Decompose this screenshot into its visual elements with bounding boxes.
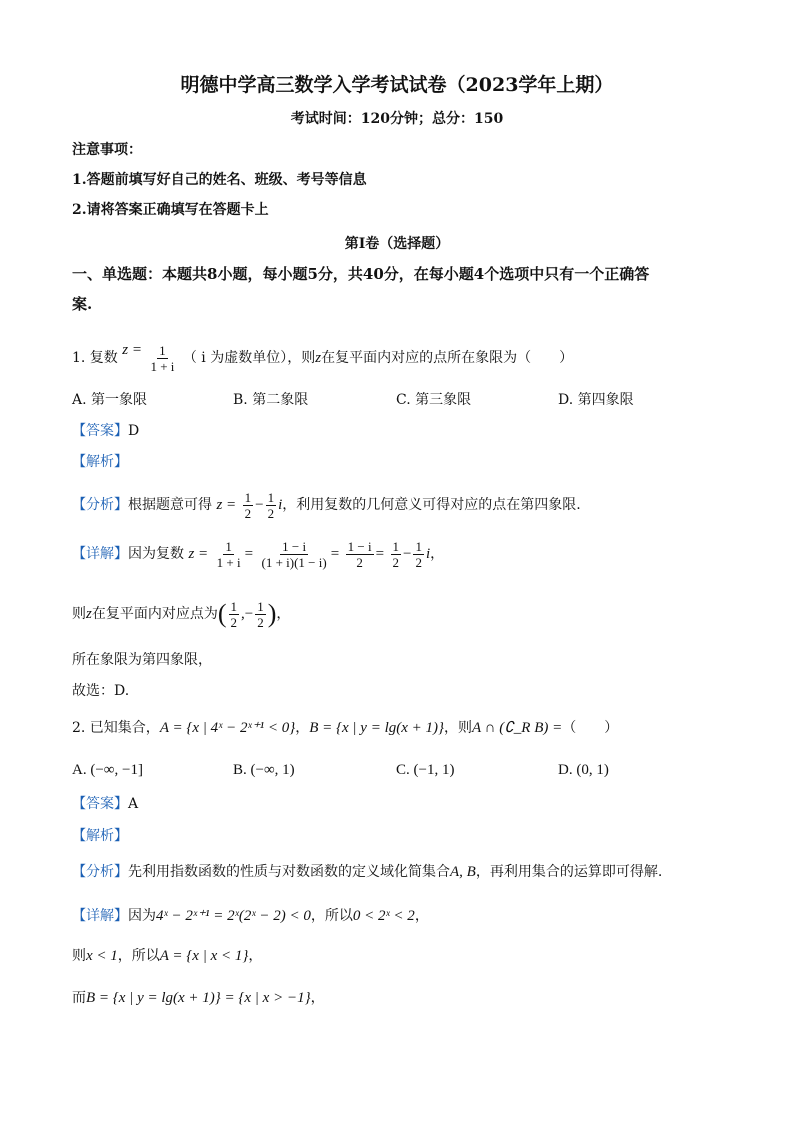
q1-mid: （ i 为虚数单位），则 bbox=[182, 350, 316, 366]
q1-option-a: A. 第一象限 bbox=[72, 392, 148, 408]
q1-xiangjie: 【详解】因为复数 z = $\frac{1}{1 + i}$ = $\frac{1 - i}{(1 + i)(1 - i)}$ = $\frac{1 - i}{2}$ = $\frac{1}{2}$ − $\frac{1}{2}$ i， bbox=[72, 538, 445, 570]
q2-analysis-tag: 【解析】 bbox=[72, 828, 128, 844]
q2-xiangjie-line3: 而B = {x | y = lg(x + 1)} = {x | x > −1}， bbox=[72, 990, 325, 1006]
q2-option-b: B. (−∞, 1) bbox=[233, 762, 295, 778]
volume-heading: 第I卷（选择题） bbox=[344, 236, 450, 252]
exam-title: 明德中学高三数学入学考试试卷（2023学年上期） bbox=[180, 74, 614, 96]
notes-item-1: 1.答题前填写好自己的姓名、班级、考号等信息 bbox=[72, 172, 367, 188]
q1-analysis-tag: 【解析】 bbox=[72, 454, 128, 470]
q2-option-a: A. (−∞, −1] bbox=[72, 762, 143, 778]
notes-heading: 注意事项： bbox=[72, 142, 142, 158]
q2-answer: 【答案】A bbox=[72, 796, 139, 812]
q1-option-b: B. 第二象限 bbox=[233, 392, 309, 408]
q2-xiangjie-line1: 【详解】因为4ˣ − 2ˣ⁺¹ = 2ˣ(2ˣ − 2) < 0，所以0 < 2ˣ < 2， bbox=[72, 908, 429, 924]
q2-option-d: D. (0, 1) bbox=[558, 762, 609, 778]
q1-option-d: D. 第四象限 bbox=[558, 392, 634, 408]
q1-stem bbox=[72, 340, 573, 376]
q1-z-eq: z = bbox=[122, 342, 142, 358]
q1-xiangjie-line4: 故选：D. bbox=[72, 683, 130, 699]
section-instructions-2: 案. bbox=[72, 295, 93, 313]
exam-subtitle: 考试时间：120分钟；总分：150 bbox=[290, 111, 504, 127]
section-instructions-1: 一、单选题：本题共8小题，每小题5分，共40分，在每小题4个选项中只有一个正确答 bbox=[72, 265, 650, 283]
q1-number: 1. 复数 bbox=[72, 350, 118, 366]
q1-fraction: $\frac{1}{1 + i}$ bbox=[150, 342, 175, 374]
q1-xiangjie-line2: 则z在复平面内对应点为( $\frac{1}{2}$ ,− $\frac{1}{2}$ )， bbox=[72, 598, 291, 630]
q1-fenxi: 【分析】根据题意可得 z = $\frac{1}{2}$ − $\frac{1}{2}$ i，利用复数的几何意义可得对应的点在第四象限. bbox=[72, 489, 581, 521]
q1-option-c: C. 第三象限 bbox=[396, 392, 472, 408]
q2-option-c: C. (−1, 1) bbox=[396, 762, 455, 778]
notes-item-2: 2.请将答案正确填写在答题卡上 bbox=[72, 202, 269, 218]
q2-fenxi: 【分析】先利用指数函数的性质与对数函数的定义域化简集合A, B，再利用集合的运算即可得解. bbox=[72, 864, 663, 880]
q1-xiangjie-line3: 所在象限为第四象限， bbox=[72, 652, 212, 668]
q1-z: z bbox=[315, 350, 322, 366]
q2-stem: 2. 已知集合，A = {x | 4ˣ − 2ˣ⁺¹ < 0}，B = {x | y = lg(x + 1)}，则A ∩ (∁_R B) =（ ） bbox=[72, 720, 619, 736]
q1-answer: 【答案】D bbox=[72, 423, 140, 439]
q1-tail: 在复平面内对应的点所在象限为（ ） bbox=[321, 350, 574, 366]
q2-xiangjie-line2: 则x < 1，所以A = {x | x < 1}， bbox=[72, 948, 263, 964]
